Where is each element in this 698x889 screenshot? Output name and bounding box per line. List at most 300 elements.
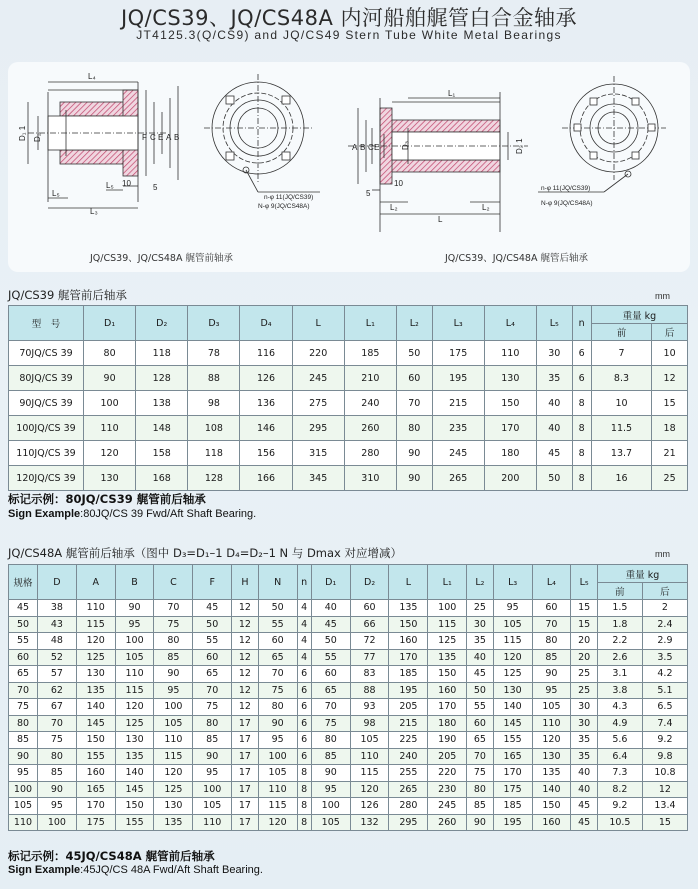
table-cell: 60: [532, 600, 571, 617]
table-cell: 160: [389, 633, 428, 650]
table-cell: 80: [9, 715, 38, 732]
table-cell: 70: [154, 600, 193, 617]
table-cell: 105: [350, 732, 389, 749]
table-cell: 310: [344, 466, 396, 491]
column-header: L₁: [344, 306, 396, 341]
column-header: 规格: [9, 565, 38, 600]
table-cell: 130: [154, 798, 193, 815]
table-cell: 8.2: [597, 781, 642, 798]
column-header: D₂: [350, 565, 389, 600]
table-cell: 70JQ/CS 39: [9, 341, 84, 366]
table-cell: 170: [428, 699, 467, 716]
table-cell: 60: [311, 666, 350, 683]
table-cell: 150: [389, 616, 428, 633]
table-cell: 132: [350, 814, 389, 831]
table-cell: 150: [532, 798, 571, 815]
table-cell: 50: [9, 616, 38, 633]
table-cell: 80JQ/CS 39: [9, 366, 84, 391]
table-cell: 75: [311, 715, 350, 732]
table-cell: 90: [311, 765, 350, 782]
table-cell: 100: [9, 781, 38, 798]
table-cell: 25: [571, 666, 598, 683]
table-cell: 120: [350, 781, 389, 798]
table-cell: 120JQ/CS 39: [9, 466, 84, 491]
table-cell: 160: [76, 765, 115, 782]
table-cell: 260: [428, 814, 467, 831]
table-cell: 4.3: [597, 699, 642, 716]
table-cell: 195: [493, 814, 532, 831]
table2-example-cn: 标记示例：45JQ/CS48A 艉管前后轴承: [8, 849, 215, 863]
front-hole-label-1: n-φ 11(JQ/CS39): [264, 194, 314, 201]
table-cell: 90: [467, 814, 494, 831]
table-cell: 45: [571, 798, 598, 815]
table-cell: 135: [389, 600, 428, 617]
table-cell: 90: [115, 600, 154, 617]
table-cell: 80: [467, 781, 494, 798]
table-cell: 70: [396, 391, 432, 416]
table-cell: 75: [38, 732, 77, 749]
table-cell: 125: [493, 666, 532, 683]
table-cell: 4.2: [642, 666, 687, 683]
table-cell: 110: [484, 341, 536, 366]
column-header: L: [389, 565, 428, 600]
column-header: L: [292, 306, 344, 341]
table-cell: 140: [493, 699, 532, 716]
table-cell: 105: [193, 798, 232, 815]
table-cell: 1.8: [597, 616, 642, 633]
table-cell: 125: [76, 649, 115, 666]
table-row: [9, 814, 688, 831]
table-cell: 80: [154, 633, 193, 650]
table-cell: 12: [232, 649, 259, 666]
table-cell: 9.2: [642, 732, 687, 749]
table-cell: 110: [154, 732, 193, 749]
table-cell: 12: [232, 666, 259, 683]
label-l2b: L₂: [482, 203, 490, 212]
table-cell: 40: [571, 765, 598, 782]
table-cell: 2: [642, 600, 687, 617]
table-cell: 145: [115, 781, 154, 798]
table-row: [9, 748, 688, 765]
table-row: [9, 600, 688, 617]
table-cell: 70: [9, 682, 38, 699]
table-cell: 40: [536, 391, 572, 416]
table1-example-cn: 标记示例：80JQ/CS39 艉管前后轴承: [8, 492, 206, 506]
table-cell: 160: [428, 682, 467, 699]
column-header: 型 号: [9, 306, 84, 341]
table-cell: 100: [84, 391, 136, 416]
column-header: H: [232, 565, 259, 600]
table-cell: 105: [115, 649, 154, 666]
table-cell: 245: [428, 798, 467, 815]
table-cell: 295: [389, 814, 428, 831]
technical-drawing-panel: [8, 62, 690, 272]
table-cell: 62: [38, 682, 77, 699]
table-cell: 12: [232, 633, 259, 650]
column-header: n: [572, 306, 591, 341]
table-cell: 70: [467, 748, 494, 765]
table-cell: 148: [136, 416, 188, 441]
table-cell: 3.8: [597, 682, 642, 699]
label-l1: L₁: [448, 89, 456, 98]
column-header: L₂: [467, 565, 494, 600]
table-cell: 255: [389, 765, 428, 782]
table-cell: 55: [311, 649, 350, 666]
table-cell: 118: [136, 341, 188, 366]
column-header: L₄: [532, 565, 571, 600]
table-cell: 50: [467, 682, 494, 699]
table-cell: 128: [188, 466, 240, 491]
table-cell: 75: [467, 765, 494, 782]
table-cell: 4: [297, 616, 311, 633]
column-header: L₄: [484, 306, 536, 341]
table-cell: 165: [493, 748, 532, 765]
table-cell: 170: [484, 416, 536, 441]
table-cell: 110: [258, 781, 297, 798]
table-cell: 115: [258, 798, 297, 815]
table-cell: 100JQ/CS 39: [9, 416, 84, 441]
table-cell: 40: [311, 600, 350, 617]
table2-unit: mm: [655, 549, 670, 559]
table1-title: JQ/CS39 艉管前后轴承: [8, 288, 127, 302]
table-cell: 67: [38, 699, 77, 716]
table-cell: 8: [297, 814, 311, 831]
table-cell: 215: [432, 391, 484, 416]
table-cell: 240: [344, 391, 396, 416]
table-cell: 70: [311, 699, 350, 716]
table-cell: 6: [572, 366, 591, 391]
table-cell: 100: [258, 748, 297, 765]
table-cell: 78: [188, 341, 240, 366]
label-l5a: L₅: [52, 189, 60, 198]
table-cell: 90: [193, 748, 232, 765]
table-cell: 8: [572, 416, 591, 441]
table-cell: 75: [9, 699, 38, 716]
table-cell: 175: [76, 814, 115, 831]
table-cell: 120: [493, 649, 532, 666]
table-cell: 2.4: [642, 616, 687, 633]
table-cell: 98: [188, 391, 240, 416]
jqcs48a-table: [8, 564, 688, 831]
table2-title: JQ/CS48A 艉管前后轴承（图中 D₃=D₁–1 D₄=D₂–1 N 与 Dmax 对应增减）: [8, 546, 403, 560]
table-cell: 195: [389, 682, 428, 699]
table-cell: 65: [467, 732, 494, 749]
table-cell: 35: [571, 748, 598, 765]
table-cell: 110: [84, 416, 136, 441]
table-cell: 16: [591, 466, 651, 491]
table-cell: 155: [493, 732, 532, 749]
table-cell: 30: [536, 341, 572, 366]
table-cell: 17: [232, 798, 259, 815]
table-cell: 100: [428, 600, 467, 617]
label-l5b: L₅: [106, 181, 114, 190]
table-cell: 35: [467, 633, 494, 650]
table-cell: 17: [232, 765, 259, 782]
table-cell: 12: [652, 366, 688, 391]
table-cell: 43: [38, 616, 77, 633]
table-cell: 90: [396, 466, 432, 491]
column-header: D₁: [84, 306, 136, 341]
table-cell: 10.8: [642, 765, 687, 782]
table-cell: 40: [571, 781, 598, 798]
table-cell: 160: [532, 814, 571, 831]
front-hole-label-2: N-φ 9(JQ/CS48A): [258, 203, 310, 210]
table-cell: 88: [350, 682, 389, 699]
table-cell: 80: [193, 715, 232, 732]
table-cell: 230: [428, 781, 467, 798]
bearing-drawings: [8, 62, 690, 272]
table-cell: 95: [154, 682, 193, 699]
table-cell: 30: [571, 699, 598, 716]
table-cell: 70: [532, 616, 571, 633]
table1-example-en: Sign Example:80JQ/CS 39 Fwd/Aft Shaft Bearing.: [8, 508, 257, 520]
table-cell: 110: [115, 666, 154, 683]
label-d2-r: D₂ 1: [515, 138, 524, 154]
table-row: [9, 416, 688, 441]
rear-hole-label-2: N-φ 9(JQ/CS48A): [541, 200, 593, 207]
table-cell: 35: [536, 366, 572, 391]
table-row: [9, 682, 688, 699]
label-d1: D₁ 1: [18, 125, 27, 141]
table-cell: 18: [652, 416, 688, 441]
column-header: L₁: [428, 565, 467, 600]
table-row: [9, 765, 688, 782]
table-cell: 110: [9, 814, 38, 831]
table-cell: 25: [571, 682, 598, 699]
rear-bearing-end-view: [538, 76, 666, 192]
table-cell: 45: [571, 814, 598, 831]
table-cell: 280: [389, 798, 428, 815]
table-cell: 140: [115, 765, 154, 782]
column-header: D₁: [311, 565, 350, 600]
table-cell: 55: [9, 633, 38, 650]
table-cell: 108: [188, 416, 240, 441]
table-cell: 60: [9, 649, 38, 666]
table-cell: 3.1: [597, 666, 642, 683]
table-cell: 110: [76, 600, 115, 617]
table-cell: 55: [258, 616, 297, 633]
table-cell: 175: [493, 781, 532, 798]
table-cell: 11.5: [591, 416, 651, 441]
table-cell: 220: [292, 341, 344, 366]
table-cell: 6: [572, 341, 591, 366]
table-cell: 80: [38, 748, 77, 765]
table-cell: 45: [467, 666, 494, 683]
table-row: [9, 616, 688, 633]
table-cell: 50: [193, 616, 232, 633]
table-cell: 136: [240, 391, 292, 416]
table-cell: 115: [350, 765, 389, 782]
table-cell: 50: [396, 341, 432, 366]
column-header: n: [297, 565, 311, 600]
table-cell: 170: [493, 765, 532, 782]
table-cell: 55: [467, 699, 494, 716]
table-cell: 175: [432, 341, 484, 366]
table-cell: 6: [297, 732, 311, 749]
table-cell: 115: [428, 616, 467, 633]
label-10: 10: [122, 179, 131, 188]
table-cell: 158: [136, 441, 188, 466]
label-l: L: [438, 215, 443, 224]
table-cell: 95: [311, 781, 350, 798]
table-cell: 8: [572, 391, 591, 416]
table-cell: 118: [188, 441, 240, 466]
column-header: D₄: [240, 306, 292, 341]
table-row: [9, 781, 688, 798]
table-cell: 4.9: [597, 715, 642, 732]
table-row: [9, 666, 688, 683]
table-cell: 100: [38, 814, 77, 831]
table-cell: 150: [76, 732, 115, 749]
table-row: [9, 715, 688, 732]
table-cell: 45: [9, 600, 38, 617]
table-cell: 140: [532, 781, 571, 798]
table-cell: 77: [350, 649, 389, 666]
table-cell: 98: [350, 715, 389, 732]
table-cell: 95: [532, 682, 571, 699]
table-cell: 6.5: [642, 699, 687, 716]
table-cell: 60: [258, 633, 297, 650]
table-cell: 156: [240, 441, 292, 466]
table-cell: 140: [76, 699, 115, 716]
table-cell: 80: [84, 341, 136, 366]
table-cell: 12: [232, 600, 259, 617]
label-c: C: [150, 133, 156, 142]
table-cell: 50: [536, 466, 572, 491]
table-cell: 90: [154, 666, 193, 683]
table-cell: 225: [389, 732, 428, 749]
table-cell: 205: [428, 748, 467, 765]
table-cell: 166: [240, 466, 292, 491]
table-cell: 190: [428, 732, 467, 749]
label-d3-r: D₃: [401, 140, 410, 150]
table-cell: 8: [572, 466, 591, 491]
rear-bearing-section: [348, 92, 528, 232]
table-cell: 150: [115, 798, 154, 815]
table-row: [9, 341, 688, 366]
table-cell: 85: [467, 798, 494, 815]
table-row: [9, 391, 688, 416]
table-cell: 57: [38, 666, 77, 683]
table-cell: 75: [154, 616, 193, 633]
table-cell: 30: [467, 616, 494, 633]
table-cell: 17: [232, 748, 259, 765]
front-bearing-end-view: [204, 74, 320, 192]
table-cell: 90: [258, 715, 297, 732]
table-row: [9, 732, 688, 749]
label-10-r: 10: [394, 179, 403, 188]
table-cell: 9.2: [597, 798, 642, 815]
table-cell: 8: [297, 781, 311, 798]
table-cell: 6: [297, 682, 311, 699]
table-cell: 240: [389, 748, 428, 765]
table-cell: 4: [297, 649, 311, 666]
column-header: L₃: [493, 565, 532, 600]
label-l2a: L₂: [390, 203, 398, 212]
table-cell: 155: [115, 814, 154, 831]
table2-example-en: Sign Example:45JQ/CS 48A Fwd/Aft Shaft Bearing.: [8, 864, 263, 876]
table-cell: 220: [428, 765, 467, 782]
table-cell: 83: [350, 666, 389, 683]
table-cell: 245: [292, 366, 344, 391]
table-cell: 265: [389, 781, 428, 798]
table-cell: 260: [344, 416, 396, 441]
table-cell: 295: [292, 416, 344, 441]
table-cell: 280: [344, 441, 396, 466]
table-cell: 130: [115, 732, 154, 749]
table-cell: 15: [642, 814, 687, 831]
table-cell: 35: [571, 732, 598, 749]
table-cell: 130: [484, 366, 536, 391]
table-cell: 100: [154, 699, 193, 716]
table-cell: 12: [642, 781, 687, 798]
table-cell: 80: [311, 732, 350, 749]
table-row: [9, 466, 688, 491]
jqcs39-table: [8, 305, 688, 491]
table-cell: 6: [297, 666, 311, 683]
label-5: 5: [153, 183, 158, 192]
table-cell: 10: [591, 391, 651, 416]
table-cell: 65: [9, 666, 38, 683]
rear-bearing-caption: JQ/CS39、JQ/CS48A 艉管后轴承: [445, 253, 588, 264]
table-cell: 66: [350, 616, 389, 633]
table-cell: 180: [428, 715, 467, 732]
table-cell: 4: [297, 600, 311, 617]
table-cell: 40: [467, 649, 494, 666]
table-cell: 80: [258, 699, 297, 716]
table-cell: 8: [297, 798, 311, 815]
table-cell: 120: [258, 814, 297, 831]
label-e: E: [158, 133, 164, 142]
label-l4: L₄: [88, 72, 96, 81]
table-cell: 95: [493, 600, 532, 617]
table-cell: 125: [428, 633, 467, 650]
table-cell: 70: [38, 715, 77, 732]
table-cell: 120: [115, 699, 154, 716]
table-cell: 93: [350, 699, 389, 716]
table-cell: 9.8: [642, 748, 687, 765]
table-cell: 180: [484, 441, 536, 466]
table-cell: 8.3: [591, 366, 651, 391]
column-header: F: [193, 565, 232, 600]
table-cell: 85: [154, 649, 193, 666]
table-cell: 105: [532, 699, 571, 716]
front-bearing-caption: JQ/CS39、JQ/CS48A 艉管前轴承: [90, 253, 233, 264]
table-cell: 12: [232, 616, 259, 633]
weight-subheader: 后: [642, 583, 687, 600]
label-a: A: [166, 133, 172, 142]
table-cell: 116: [240, 341, 292, 366]
weight-subheader: 前: [591, 324, 651, 341]
table-cell: 5.1: [642, 682, 687, 699]
label-c-r: C: [368, 143, 374, 152]
table-cell: 165: [76, 781, 115, 798]
table-cell: 3.5: [642, 649, 687, 666]
label-b-r: B: [360, 143, 366, 152]
table-cell: 90: [84, 366, 136, 391]
column-header: C: [154, 565, 193, 600]
table-cell: 110: [532, 715, 571, 732]
table-cell: 8: [297, 765, 311, 782]
table-cell: 90: [9, 748, 38, 765]
table-cell: 7.4: [642, 715, 687, 732]
table-cell: 45: [536, 441, 572, 466]
table-cell: 85: [532, 649, 571, 666]
table-cell: 12: [232, 682, 259, 699]
table-cell: 90JQ/CS 39: [9, 391, 84, 416]
table-cell: 185: [493, 798, 532, 815]
page-subtitle: JT4125.3(Q/CS9) and JQ/CS49 Stern Tube White Metal Bearings: [136, 28, 562, 42]
